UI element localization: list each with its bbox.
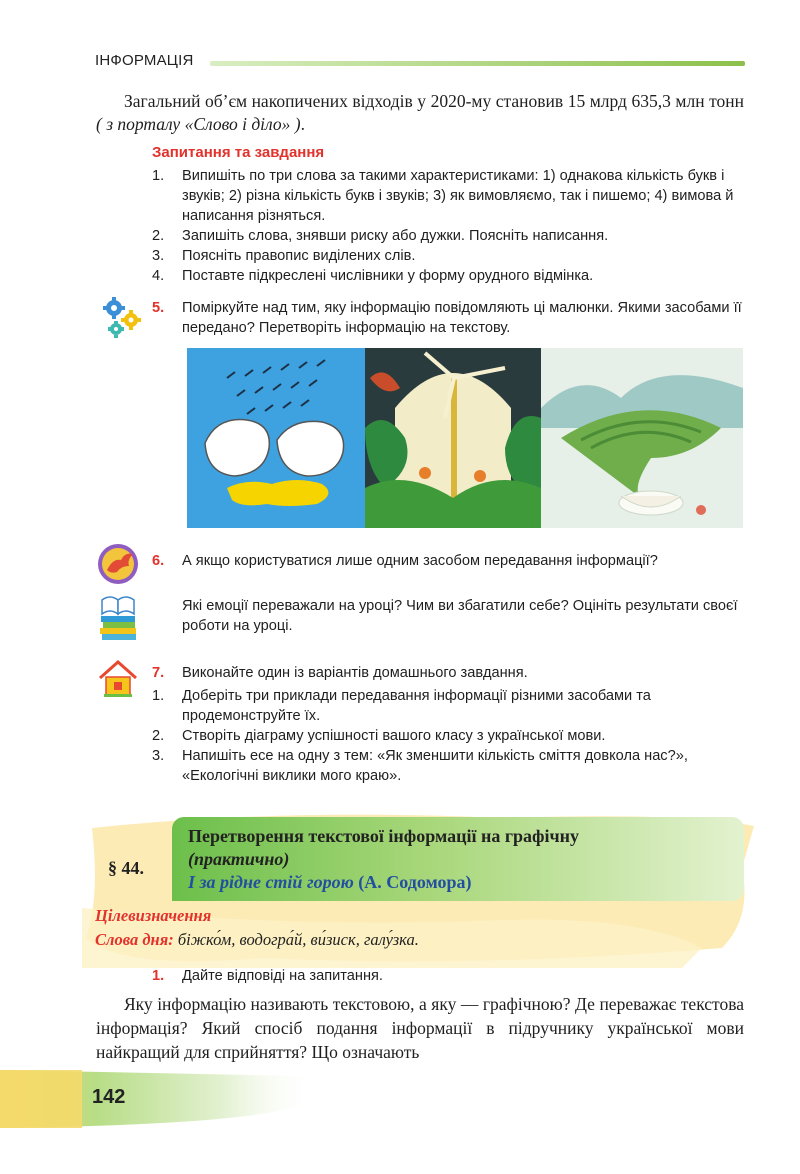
books-icon xyxy=(98,592,140,647)
task-number: 1. xyxy=(152,968,165,984)
section-title-main: Перетворення текстової інформації на графічну xyxy=(188,826,580,846)
task-text: Поміркуйте над тим, яку інформацію повідомляють ці малюнки. Якими засобами її передано? Перетворіть інформацію на текстову. xyxy=(182,300,742,336)
words-of-day xyxy=(95,930,419,950)
section-number: § 44. xyxy=(108,858,144,878)
words-list: біжко́м, водогра́й, ви́зиск, галу́зка. xyxy=(173,930,419,949)
item-text: Напишіть есе на одну з тем: «Як зменшити кількість сміття довкола нас?», «Екологічні виклики мого краю». xyxy=(182,748,688,784)
item-number: 1. xyxy=(152,168,165,184)
intro-end: . xyxy=(300,114,305,134)
item-text: Поставте підкреслені числівники у форму орудного відмінка. xyxy=(182,268,594,284)
goal-heading: Цілевизначення xyxy=(95,906,212,925)
list-item xyxy=(152,266,744,286)
item-text: Створіть діаграму успішності вашого класу з української мови. xyxy=(182,728,606,744)
task-text: А якщо користуватися лише одним засобом передавання інформації? xyxy=(182,553,658,569)
motto-author: (А. Содомора) xyxy=(358,872,472,892)
bottom-paragraph: Яку інформацію називають текстовою, а яку — графічною? Де переважає текстова інформація? Який спосіб подання інформації в підручнику української мови найкращий для сприйняття? Що означають xyxy=(96,994,744,1062)
task-6 xyxy=(152,551,744,571)
gears-icon xyxy=(100,296,144,345)
item-number: 3. xyxy=(152,748,165,764)
motto-text: І за рідне стій горою xyxy=(188,872,354,892)
task-7 xyxy=(152,663,744,683)
list-item xyxy=(152,246,744,266)
section-subtitle: (практично) xyxy=(188,849,290,869)
questions-list xyxy=(152,166,744,286)
illustrations xyxy=(187,348,743,528)
intro-paragraph xyxy=(96,90,744,136)
intro-text: Загальний об’єм накопичених відходів у 2020-му становив 15 млрд 635,3 млн тонн xyxy=(124,91,744,111)
page-number-tab xyxy=(0,1070,330,1128)
task-text: Дайте відповіді на запитання. xyxy=(182,968,383,984)
item-text: Доберіть три приклади передавання інформації різними засобами та продемонструйте їх. xyxy=(182,688,651,724)
reflection-text: Які емоції переважали на уроці? Чим ви збагатили себе? Оцініть результати своєї роботи на уроці. xyxy=(182,598,738,634)
list-item xyxy=(152,686,744,726)
item-number: 2. xyxy=(152,728,165,744)
task-number: 7. xyxy=(152,665,165,681)
task-number: 6. xyxy=(152,553,165,569)
header-rule xyxy=(210,61,745,66)
page-number: 142 xyxy=(92,1086,126,1108)
item-text: Запишіть слова, знявши риску або дужки. Поясніть написання. xyxy=(182,228,609,244)
list-item xyxy=(152,726,744,746)
list-item xyxy=(152,746,744,786)
task-5 xyxy=(152,298,744,338)
item-text: Випишіть по три слова за такими характеристиками: 1) однакова кількість букв і звуків; 2) різна кількість букв і звуків; 3) як вимовляємо, так і пишемо; 4) вимова й написання різняться. xyxy=(182,168,734,224)
illustration-wind-forest xyxy=(365,348,541,528)
list-item xyxy=(152,166,744,226)
intro-source: ( з порталу «Слово і діло» ) xyxy=(96,114,301,134)
item-number: 4. xyxy=(152,268,165,284)
list-item xyxy=(152,226,744,246)
illustration-hands-ukraine xyxy=(187,348,365,528)
section-motto xyxy=(188,871,738,894)
homework-list xyxy=(152,686,744,786)
words-label: Слова дня: xyxy=(95,930,174,949)
item-number: 2. xyxy=(152,228,165,244)
task-1 xyxy=(152,966,744,986)
item-number: 1. xyxy=(152,688,165,704)
section-title xyxy=(188,825,738,894)
task-number: 5. xyxy=(152,300,165,316)
task-text: Виконайте один із варіантів домашнього завдання. xyxy=(182,665,528,681)
item-text: Поясніть правопис виділених слів. xyxy=(182,248,416,264)
questions-heading: Запитання та завдання xyxy=(152,144,325,161)
item-number: 3. xyxy=(152,248,165,264)
illustration-tea-field xyxy=(541,348,743,528)
pegasus-icon xyxy=(95,542,141,591)
home-icon xyxy=(98,658,138,703)
reflection xyxy=(152,596,744,636)
running-header: ІНФОРМАЦІЯ xyxy=(95,52,194,69)
